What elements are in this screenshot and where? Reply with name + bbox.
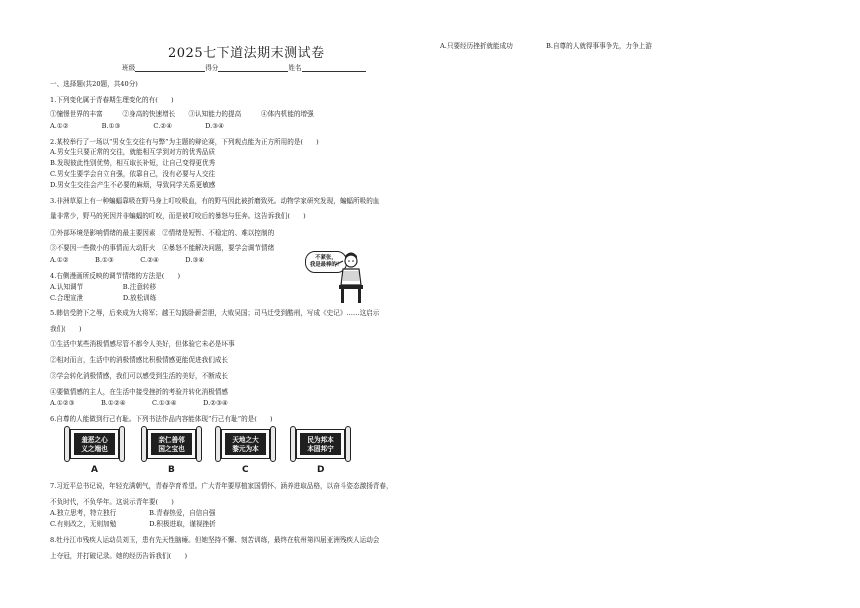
speech-bubble-line2: 我是最棒的！ [309, 261, 343, 268]
question-7-stem-line2: 不负时代，不负华年。这说示青年要( ) [50, 498, 174, 506]
class-blank [135, 64, 205, 72]
question-8-option-a: A.只要经历挫折就能成功 [440, 42, 513, 50]
question-5-stem-line2: 我们( ) [50, 325, 82, 333]
scroll-d-line1: 民为邦本 [307, 436, 334, 444]
calligraphy-scroll-a [64, 426, 125, 462]
scroll-b-label: B [168, 465, 175, 475]
scroll-b-line1: 亲仁善邻 [158, 436, 185, 444]
question-3-statement-1: ①外部环境是影响情绪的最主要因素 ②情绪是短暂、不稳定的、难以控制的 [50, 229, 275, 237]
speech-bubble-line1: 不紧张， [315, 255, 337, 261]
calligraphy-scroll-b [141, 426, 202, 462]
calligraphy-scroll-c [215, 426, 276, 462]
score-label: 得分 [205, 64, 219, 72]
calligraphy-scroll-d [290, 426, 351, 462]
scroll-a-label: A [91, 465, 98, 475]
scroll-a-line2: 义之端也 [81, 445, 108, 453]
question-3-statement-2: ③不要因一些微小的事情而大动肝火 ④暴怒不能解决问题，要学会调节情绪 [50, 244, 275, 252]
class-label: 班级 [122, 64, 136, 72]
question-5-statement-4: ④要做情感的主人，在生活中接受挫折的考验并转化消极情感 [50, 388, 229, 396]
student-info-line [122, 62, 366, 72]
question-2-stem: 2.某校举行了一场以“男女生交往有与弊”为主题的辩论赛，下列观点能为正方所用的是( ) [50, 138, 319, 146]
question-8-stem-line2: 上夺冠，并打破记录。她的经历告诉我们( ) [50, 552, 188, 560]
scroll-c-line2: 黎元为本 [232, 445, 259, 453]
question-5-stem-line1: 5.韩信受胯下之辱，后来成为大将军；越王勾践卧薪尝胆，大败吴国；司马迁受到酷刑，写成《史记》……这启示 [50, 309, 380, 317]
question-2-option-c: C.男女生要学会自立自强，依靠自己，没有必要与人交往 [50, 170, 216, 178]
student-figure-icon [305, 247, 363, 305]
question-2-option-b: B.发现彼此性别优势，相互取长补短，让自己变得更优秀 [50, 159, 216, 167]
question-8-option-b: B.自尊的人就得事事争先，力争上游 [546, 42, 652, 50]
scroll-c-line1: 天地之大 [232, 436, 259, 444]
question-6-stem: 6.自尊的人能做到行己有耻。下列书法作品内容能体现“行己有耻”的是( ) [50, 415, 273, 423]
question-5-statement-1: ①生活中某些消极情感尽管不都令人美好，但体验它未必是坏事 [50, 340, 235, 348]
question-2-option-d: D.男女生交往会产生不必要的麻烦，导致同学关系更敏感 [50, 181, 216, 189]
question-2-option-a: A.男女生只要正常的交往，就能相互学到对方的优秀品质 [50, 148, 216, 156]
question-7-options-ab: A.独立思考，特立独行 B.青春热爱，自信自强 [50, 509, 216, 517]
question-7-options-cd: C.有则改之，无则加勉 D.积极进取，谨视挫折 [50, 520, 216, 528]
scroll-c-label: C [242, 465, 249, 475]
scroll-b-line2: 国之宝也 [158, 445, 185, 453]
question-3-stem-line2: 量非常少，野马的死因并非蝙蝠的叮咬，而是被叮咬后的暴怒与狂奔。这告诉我们( ) [50, 212, 306, 220]
exam-title: 2025七下道法期末测试卷 [168, 46, 325, 61]
score-blank [218, 64, 288, 72]
name-blank [302, 64, 366, 72]
question-5-statement-2: ②相对而言，生活中的消极情感比积极情感更能促进我们成长 [50, 356, 229, 364]
section-heading: 一、选择题(共20题，共40分) [50, 80, 138, 88]
scroll-d-line2: 本固邦宁 [307, 445, 334, 453]
comic-illustration [305, 247, 363, 305]
question-4-options-cd: C.合理宣泄 D.放松训练 [50, 294, 157, 302]
name-label: 姓名 [288, 64, 302, 72]
question-3-options: A.①② B.①③ C.②④ D.③④ [50, 256, 205, 264]
question-4-options-ab: A.认知调节 B.注意转移 [50, 283, 157, 291]
question-5-statement-3: ③学会转化消极情感，我们可以感受到生活的美好，不断成长 [50, 372, 229, 380]
scroll-a-line1: 羞恶之心 [81, 436, 108, 444]
question-1-stem: 1.下列变化属于青春期生理变化的有( ) [50, 96, 174, 104]
question-8-stem-line1: 8.牡丹江市残疾人运动员刘玉，患有先天性脑瘫。但她坚持不懈、刻苦训练，最终在杭州第四届亚洲残疾人运动会 [50, 536, 380, 544]
question-1-statements: ①憧憬世界的丰富 ②身高的快速增长 ③认知能力的提高 ④体内机能的增强 [50, 110, 314, 118]
question-3-stem-line1: 3.非洲草原上有一种蝙蝠靠吸在野马身上叮咬吸血，有的野马因此被折磨致死。动物学家研究发现，蝙蝠所吸的血 [50, 197, 380, 205]
question-7-stem-line1: 7.习近平总书记说，年轻充满朝气，青春孕育希望。广大青年要厚植家国情怀、涵养进取品格，以奋斗姿态激扬青春， [50, 482, 393, 490]
scroll-d-label: D [317, 465, 325, 475]
question-4-stem: 4.右侧漫画所反映的调节情绪的方法是( ) [50, 272, 181, 280]
question-5-options: A.①②③ B.①②④ C.①③④ D.②③④ [50, 399, 228, 407]
question-1-options: A.①② B.①③ C.②④ D.③④ [50, 122, 225, 130]
